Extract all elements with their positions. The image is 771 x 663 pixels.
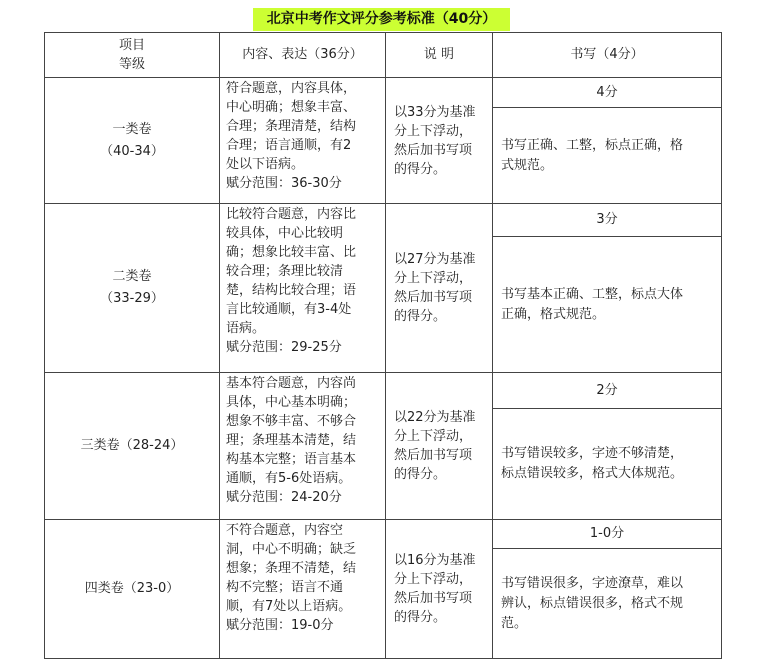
table-row — [45, 78, 722, 108]
content-cell — [220, 78, 386, 204]
level-cell — [45, 78, 220, 204]
content-line: 顺，有7处以上语病。 — [226, 599, 352, 614]
content-line: 合理；条理清楚，结构 — [226, 119, 357, 134]
level-name: 一类卷 — [112, 121, 152, 137]
content-line: 赋分范围：19-0分 — [226, 618, 334, 633]
content-line: 中心明确；想象丰富、 — [226, 100, 357, 115]
explain-line: 的得分。 — [394, 309, 447, 324]
explain-line: 以27分为基准 — [394, 252, 476, 267]
content-line: 理；条理基本清楚，结 — [226, 433, 357, 448]
explain-line: 的得分。 — [394, 467, 447, 482]
explain-cell — [386, 78, 493, 204]
writing-score: 1-0分 — [493, 520, 722, 549]
explain-line: 然后加书写项 — [394, 290, 473, 305]
writing-line: 标点错误较多，格式大体规范。 — [501, 466, 684, 481]
level-name: 四类卷（23-0） — [84, 581, 180, 596]
level-cell — [45, 373, 220, 520]
writing-score: 4分 — [493, 78, 722, 108]
header-grade-label: 等级 — [118, 57, 145, 72]
content-line: 语病。 — [226, 321, 266, 336]
writing-line: 书写正确、工整，标点正确，格 — [501, 137, 684, 153]
document-title: 北京中考作文评分参考标准（40分） — [253, 8, 510, 31]
explain-line: 然后加书写项 — [394, 448, 473, 463]
content-line: 想象；条理不清楚，结 — [226, 561, 357, 576]
writing-line: 书写错误较多，字迹不够清楚， — [501, 446, 684, 461]
level-cell — [45, 520, 220, 659]
content-line: 合理；语言通顺，有2 — [226, 138, 352, 153]
explain-line: 分上下浮动， — [394, 123, 473, 139]
content-cell — [220, 520, 386, 659]
level-name: 二类卷 — [112, 269, 152, 284]
content-line: 处以下语病。 — [226, 157, 305, 172]
content-line: 赋分范围：36-30分 — [226, 176, 342, 191]
explain-line: 分上下浮动， — [394, 271, 473, 286]
writing-description — [493, 108, 722, 204]
writing-description — [493, 409, 722, 520]
writing-description — [493, 549, 722, 659]
level-range: （33-29） — [100, 291, 164, 306]
level-name: 三类卷（28-24） — [80, 438, 184, 453]
content-line: 基本符合题意，内容尚 — [226, 376, 357, 391]
content-line: 符合题意，内容具体， — [226, 81, 357, 96]
explain-line: 以16分为基准 — [394, 553, 476, 568]
content-line: 较合理；条理比较清 — [226, 264, 344, 279]
content-line: 较具体，中心比较明 — [226, 226, 344, 241]
content-line: 比较符合题意，内容比 — [226, 207, 357, 222]
explain-line: 分上下浮动， — [394, 572, 473, 587]
content-line: 不符合题意，内容空 — [226, 523, 344, 538]
level-cell — [45, 204, 220, 373]
content-cell — [220, 204, 386, 373]
writing-score: 2分 — [493, 373, 722, 409]
content-line: 通顺，有5-6处语病。 — [226, 471, 352, 486]
explain-line: 以33分为基准 — [394, 104, 476, 120]
explain-line: 的得分。 — [394, 610, 447, 625]
content-line: 确；想象比较丰富、比 — [226, 245, 357, 260]
content-line: 想象不够丰富、不够合 — [226, 414, 357, 429]
explain-line: 的得分。 — [394, 161, 447, 177]
writing-line: 正确，格式规范。 — [501, 306, 606, 322]
writing-line: 范。 — [501, 615, 528, 631]
content-line: 赋分范围：29-25分 — [226, 340, 342, 355]
content-line: 构不完整；语言不通 — [226, 580, 344, 595]
header-item-label: 项目 — [118, 38, 145, 53]
explain-cell — [386, 373, 493, 520]
writing-line: 式规范。 — [501, 157, 554, 173]
content-line: 具体，中心基本明确； — [226, 395, 357, 410]
table-row — [45, 373, 722, 409]
header-explain: 说 明 — [386, 33, 493, 78]
table-row — [45, 520, 722, 549]
explain-line: 分上下浮动， — [394, 429, 473, 444]
content-line: 构基本完整；语言基本 — [226, 452, 357, 467]
table-row — [45, 204, 722, 237]
writing-description — [493, 237, 722, 373]
level-range: （40-34） — [100, 143, 164, 159]
explain-cell — [386, 204, 493, 373]
writing-line: 书写错误很多，字迹潦草，难以 — [501, 575, 684, 591]
header-writing: 书写（4分） — [493, 33, 722, 78]
content-cell — [220, 373, 386, 520]
content-line: 赋分范围：24-20分 — [226, 490, 342, 505]
content-line: 洞，中心不明确；缺乏 — [226, 542, 357, 557]
explain-line: 然后加书写项 — [394, 591, 473, 606]
explain-line: 然后加书写项 — [394, 142, 473, 158]
explain-cell — [386, 520, 493, 659]
writing-score: 3分 — [493, 204, 722, 237]
writing-line: 书写基本正确、工整，标点大体 — [501, 286, 684, 302]
content-line: 楚，结构比较合理；语 — [226, 283, 357, 298]
header-content: 内容、表达（36分） — [220, 33, 386, 78]
header-level-cell — [45, 33, 220, 78]
explain-line: 以22分为基准 — [394, 410, 476, 425]
content-line: 言比较通顺，有3-4处 — [226, 302, 352, 317]
header-row — [45, 33, 722, 78]
writing-line: 辨认，标点错误很多，格式不规 — [501, 595, 684, 611]
scoring-table — [44, 32, 722, 659]
